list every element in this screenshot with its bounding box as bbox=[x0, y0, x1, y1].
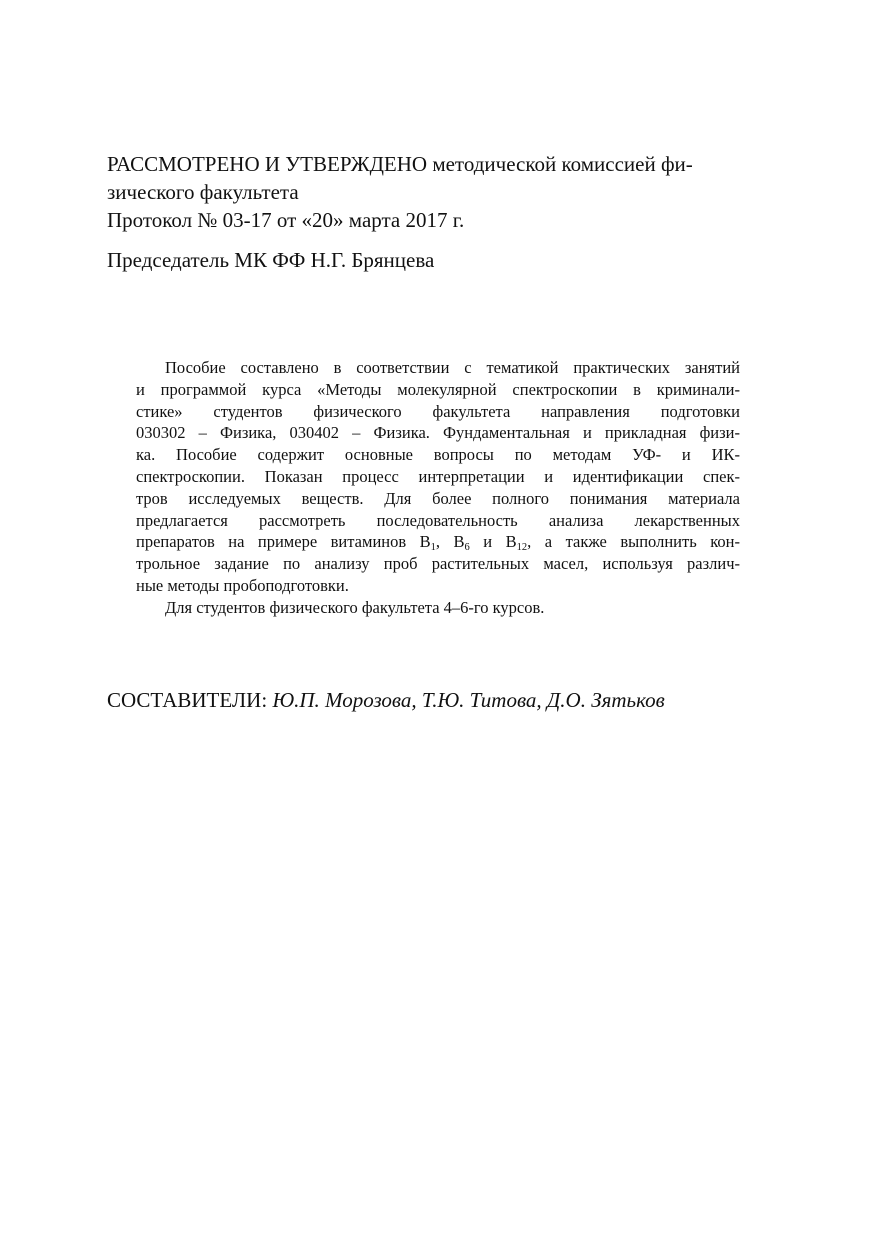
abstract-line-5: ка. Пособие содержит основные вопросы по методам УФ- и ИК- bbox=[136, 445, 740, 465]
vitamin-b1-subscript: 1 bbox=[430, 542, 436, 554]
abstract-line-4: 030302 – Физика, 030402 – Физика. Фундаментальная и прикладная физи- bbox=[136, 423, 740, 443]
abstract-block bbox=[136, 357, 740, 619]
vitamin-b12-subscript: 12 bbox=[516, 542, 528, 554]
abstract-line-6: спектроскопии. Показан процесс интерпретации и идентификации спек- bbox=[136, 466, 740, 486]
chairman-line: Председатель МК ФФ Н.Г. Брянцева bbox=[107, 248, 435, 272]
approval-line-1: РАССМОТРЕНО И УТВЕРЖДЕНО методической комиссией фи- bbox=[107, 152, 693, 176]
approval-block bbox=[107, 150, 767, 234]
vitamin-b6-subscript: 6 bbox=[464, 542, 470, 554]
vitamins-suffix: , а также выполнить кон- bbox=[527, 532, 740, 552]
authors-line bbox=[107, 686, 665, 714]
vitamins-prefix: препаратов на примере витаминов B bbox=[136, 532, 431, 552]
authors-names: Ю.П. Морозова, Т.Ю. Титова, Д.О. Зятьков bbox=[272, 688, 665, 712]
audience-line: Для студентов физического факультета 4–6-го курсов. bbox=[165, 597, 545, 617]
abstract-line-3: стике» студентов физического факультета направления подготовки bbox=[136, 401, 740, 421]
abstract-line-1: Пособие составлено в соответствии с тематикой практических занятий bbox=[165, 358, 740, 377]
authors-label: СОСТАВИТЕЛИ: bbox=[107, 688, 268, 712]
protocol-line: Протокол № 03-17 от «20» марта 2017 г. bbox=[107, 208, 465, 232]
abstract-line-7: тров исследуемых веществ. Для более полного понимания материала bbox=[136, 488, 740, 508]
abstract-line-10: трольное задание по анализу проб растительных масел, используя различ- bbox=[136, 554, 740, 574]
abstract-line-vitamins bbox=[136, 531, 740, 553]
approval-line-2: зического факультета bbox=[107, 180, 299, 204]
vitamins-mid-1: , B bbox=[435, 532, 465, 552]
abstract-line-2: и программой курса «Методы молекулярной спектроскопии в криминали- bbox=[136, 379, 740, 399]
abstract-line-8: предлагается рассмотреть последовательность анализа лекарственных bbox=[136, 510, 740, 530]
abstract-line-11: ные методы пробоподготовки. bbox=[136, 575, 349, 595]
vitamins-mid-2: и B bbox=[469, 532, 517, 552]
